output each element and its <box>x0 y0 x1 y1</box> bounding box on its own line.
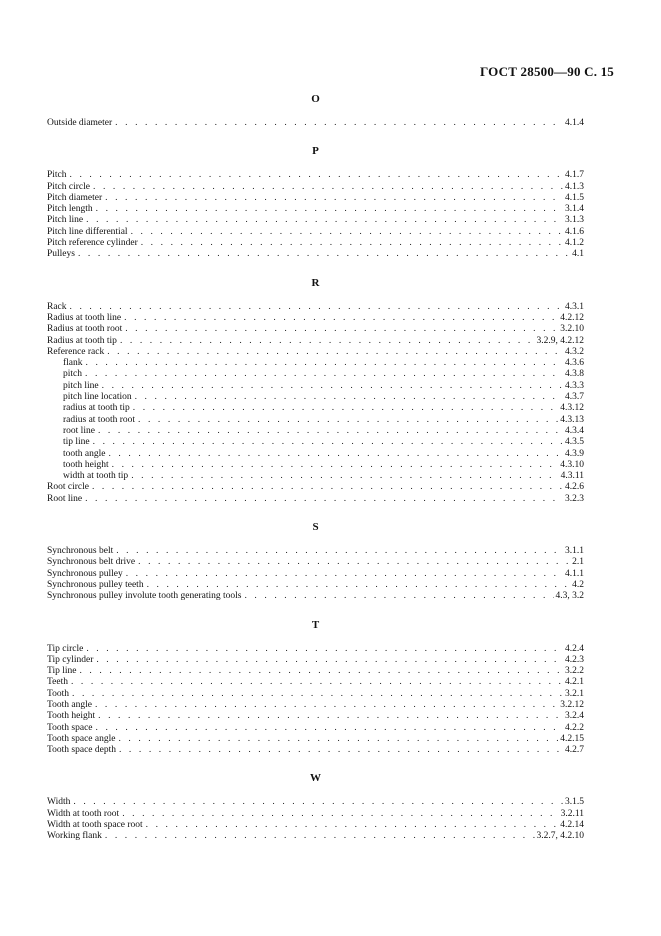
dot-leader <box>86 644 563 655</box>
dot-leader <box>85 369 563 380</box>
dot-leader <box>131 471 558 482</box>
entry-reference: 3.2.3 <box>565 493 584 504</box>
index-entry <box>47 546 584 557</box>
dot-leader <box>146 820 559 831</box>
dot-leader <box>70 302 563 313</box>
dot-leader <box>85 494 563 505</box>
entry-term: pitch line location <box>63 392 132 403</box>
entry-reference: 3.1.4 <box>565 204 584 215</box>
index-entry <box>47 797 584 808</box>
entry-term: Reference rack <box>47 346 105 357</box>
index-entry <box>47 449 584 460</box>
entry-list <box>47 797 584 842</box>
index-entry <box>47 471 584 482</box>
entry-reference: 4.1.4 <box>565 118 584 128</box>
entry-reference: 4.2.15 <box>560 733 584 744</box>
entry-reference: 3.2.4 <box>565 711 584 722</box>
entry-term: Synchronous pulley teeth <box>47 579 144 590</box>
entry-term: Pitch line <box>47 215 84 226</box>
dot-leader <box>70 170 563 181</box>
entry-reference: 4.1.7 <box>565 170 584 181</box>
page-header: ГОСТ 28500—90 С. 15 <box>480 64 614 79</box>
entry-term: tooth height <box>63 459 109 470</box>
entry-reference: 4.3.12 <box>560 403 584 414</box>
dot-leader <box>133 403 558 414</box>
entry-reference: 4.1.6 <box>565 226 584 237</box>
index-entry <box>47 238 584 249</box>
index-entry <box>47 302 584 313</box>
index-entry <box>47 182 584 193</box>
entry-term: Pitch circle <box>47 181 90 192</box>
index-entry <box>47 381 584 392</box>
dot-leader <box>96 655 563 666</box>
dot-leader <box>92 482 563 493</box>
dot-leader <box>93 182 563 193</box>
index-entry <box>47 700 584 711</box>
dot-leader <box>71 677 563 688</box>
index-entry <box>47 734 584 745</box>
dot-leader <box>79 666 563 677</box>
index-entry <box>47 482 584 493</box>
dot-leader <box>95 700 558 711</box>
index-entry <box>47 204 584 215</box>
index-entry <box>47 460 584 471</box>
entry-term: Tooth space depth <box>47 745 116 756</box>
entry-reference: 4.2.6 <box>565 482 584 493</box>
entry-reference: 4.3.8 <box>565 369 584 380</box>
dot-leader <box>119 745 563 756</box>
section-letter: O <box>311 93 320 105</box>
dot-leader <box>141 238 563 249</box>
dot-leader <box>72 689 563 700</box>
dot-leader <box>102 381 563 392</box>
entry-reference: 4.2.3 <box>565 654 584 665</box>
entry-reference: 4.3, 3.2 <box>555 591 584 602</box>
index-section-p <box>47 144 584 260</box>
entry-term: Working flank <box>47 831 102 842</box>
dot-leader <box>93 437 563 448</box>
entry-reference: 4.2 <box>572 579 584 590</box>
entry-term: Tooth space angle <box>47 733 116 744</box>
dot-leader <box>138 557 570 568</box>
entry-term: Pitch line differential <box>47 226 128 237</box>
entry-term: tooth angle <box>63 448 106 459</box>
entry-reference: 4.3.13 <box>560 414 584 425</box>
dot-leader <box>147 580 571 591</box>
entry-reference: 4.3.4 <box>565 425 584 436</box>
entry-reference: 4.2.7 <box>565 745 584 756</box>
index-entry <box>47 580 584 591</box>
entry-term: Tooth angle <box>47 699 92 710</box>
entry-term: Pitch diameter <box>47 192 103 203</box>
entry-term: Radius at tooth root <box>47 324 123 335</box>
entry-reference: 4.1.2 <box>565 238 584 249</box>
entry-term: root line <box>63 425 95 436</box>
index-entry <box>47 437 584 448</box>
section-letter: W <box>310 772 321 785</box>
index-entry <box>47 336 584 347</box>
index-section-o <box>47 92 584 129</box>
dot-leader <box>105 831 535 842</box>
entry-reference: 4.1 <box>572 249 584 260</box>
index-entry <box>47 569 584 580</box>
index-entry <box>47 831 584 842</box>
index-entry <box>47 193 584 204</box>
index-entry <box>47 215 584 226</box>
section-letter: P <box>312 145 319 158</box>
index-entry <box>47 591 584 602</box>
entry-term: Synchronous pulley involute tooth generating tools <box>47 591 242 602</box>
dot-leader <box>112 460 559 471</box>
dot-leader <box>118 734 558 745</box>
entry-reference: 4.3.7 <box>565 392 584 403</box>
dot-leader <box>86 215 563 226</box>
entry-term: Root line <box>47 493 83 504</box>
entry-term: Rack <box>47 301 67 312</box>
index-entry <box>47 644 584 655</box>
entry-reference: 4.2.12 <box>560 312 584 323</box>
section-letter: R <box>311 276 320 289</box>
dot-leader <box>131 227 563 238</box>
index-section-r <box>47 276 584 505</box>
index-entry <box>47 820 584 831</box>
entry-reference: 3.2.11 <box>560 808 584 819</box>
entry-term: Pitch <box>47 170 67 181</box>
dot-leader <box>98 711 563 722</box>
entry-term: Synchronous belt <box>47 546 114 557</box>
index-entry <box>47 677 584 688</box>
index-section-w <box>47 771 584 842</box>
entry-reference: 3.2.9, 4.2.12 <box>536 335 584 346</box>
entry-reference: 3.2.12 <box>560 699 584 710</box>
entry-term: flank <box>63 358 83 369</box>
entry-reference: 4.1.3 <box>565 181 584 192</box>
entry-term: Pitch reference cylinder <box>47 238 138 249</box>
entry-term: Width at tooth space root <box>47 820 143 831</box>
entry-term: Radius at tooth line <box>47 312 122 323</box>
entry-reference: 4.3.3 <box>565 380 584 391</box>
entry-reference: 4.3.5 <box>565 437 584 448</box>
index-entry <box>47 170 584 181</box>
entry-list <box>47 170 584 260</box>
dot-leader <box>73 797 563 808</box>
index-entry <box>47 809 584 820</box>
dot-leader <box>78 249 570 260</box>
section-letter: T <box>311 618 320 631</box>
section-letter: S <box>312 521 319 534</box>
index-entry <box>47 494 584 505</box>
index-entry <box>47 403 584 414</box>
index-entry <box>47 369 584 380</box>
entry-reference: 3.1.3 <box>565 215 584 226</box>
dot-leader <box>108 449 563 460</box>
entry-reference: 3.2.2 <box>565 666 584 677</box>
entry-term: Synchronous belt drive <box>47 557 136 568</box>
dot-leader <box>135 392 563 403</box>
index-entry <box>47 426 584 437</box>
entry-list <box>47 118 584 129</box>
dot-leader <box>96 204 563 215</box>
entry-reference: 4.1.5 <box>565 192 584 203</box>
index-content <box>47 92 584 858</box>
index-entry <box>47 118 584 129</box>
entry-list <box>47 546 584 602</box>
index-entry <box>47 313 584 324</box>
index-entry <box>47 711 584 722</box>
index-entry <box>47 249 584 260</box>
entry-reference: 3.2.1 <box>565 688 584 699</box>
index-entry <box>47 227 584 238</box>
entry-term: radius at tooth tip <box>63 403 130 414</box>
entry-term: Tooth <box>47 688 70 699</box>
entry-list <box>47 644 584 757</box>
entry-term: Tooth space <box>47 722 93 733</box>
index-entry <box>47 557 584 568</box>
index-entry <box>47 347 584 358</box>
dot-leader <box>96 723 563 734</box>
dot-leader <box>138 415 558 426</box>
index-entry <box>47 689 584 700</box>
dot-leader <box>86 358 563 369</box>
index-entry <box>47 358 584 369</box>
entry-reference: 4.2.2 <box>565 722 584 733</box>
entry-term: pitch <box>63 369 82 380</box>
entry-term: Width at tooth root <box>47 808 120 819</box>
entry-term: pitch line <box>63 380 99 391</box>
entry-term: Synchronous pulley <box>47 568 123 579</box>
entry-reference: 4.3.9 <box>565 448 584 459</box>
entry-reference: 4.3.2 <box>565 346 584 357</box>
dot-leader <box>244 591 553 602</box>
entry-term: Radius at tooth tip <box>47 335 117 346</box>
entry-term: Pitch length <box>47 204 93 215</box>
entry-term: Pulleys <box>47 249 75 260</box>
entry-reference: 3.2.7, 4.2.10 <box>536 831 584 842</box>
entry-reference: 2.1 <box>572 557 584 568</box>
entry-term: Width <box>47 797 71 808</box>
entry-term: Root circle <box>47 482 89 493</box>
dot-leader <box>105 193 563 204</box>
entry-reference: 3.1.5 <box>565 797 584 808</box>
dot-leader <box>126 569 563 580</box>
dot-leader <box>125 324 558 335</box>
dot-leader <box>124 313 558 324</box>
dot-leader <box>120 336 535 347</box>
entry-reference: 4.1.1 <box>565 568 584 579</box>
index-entry <box>47 415 584 426</box>
dot-leader <box>115 118 563 129</box>
entry-reference: 4.2.1 <box>565 677 584 688</box>
entry-term: width at tooth tip <box>63 471 129 482</box>
entry-reference: 4.3.1 <box>565 301 584 312</box>
entry-reference: 4.3.6 <box>565 358 584 369</box>
index-entry <box>47 723 584 734</box>
entry-reference: 3.1.1 <box>565 546 584 557</box>
dot-leader <box>116 546 563 557</box>
index-section-s <box>47 520 584 602</box>
entry-term: tip line <box>63 437 90 448</box>
entry-term: radius at tooth root <box>63 414 136 425</box>
entry-reference: 4.3.11 <box>560 471 584 482</box>
entry-term: Teeth <box>47 677 68 688</box>
dot-leader <box>98 426 563 437</box>
index-section-t <box>47 618 584 757</box>
entry-reference: 4.2.14 <box>560 820 584 831</box>
entry-term: Tooth height <box>47 711 96 722</box>
index-entry <box>47 392 584 403</box>
entry-reference: 3.2.10 <box>560 324 584 335</box>
index-entry <box>47 745 584 756</box>
index-entry <box>47 666 584 677</box>
entry-reference: 4.3.10 <box>560 459 584 470</box>
entry-term: Tip circle <box>47 643 84 654</box>
entry-reference: 4.2.4 <box>565 643 584 654</box>
entry-term: Tip line <box>47 666 77 677</box>
entry-term: Outside diameter <box>47 118 113 128</box>
index-entry <box>47 655 584 666</box>
entry-list <box>47 302 584 505</box>
dot-leader <box>122 809 558 820</box>
dot-leader <box>107 347 563 358</box>
entry-term: Tip cylinder <box>47 654 94 665</box>
index-entry <box>47 324 584 335</box>
